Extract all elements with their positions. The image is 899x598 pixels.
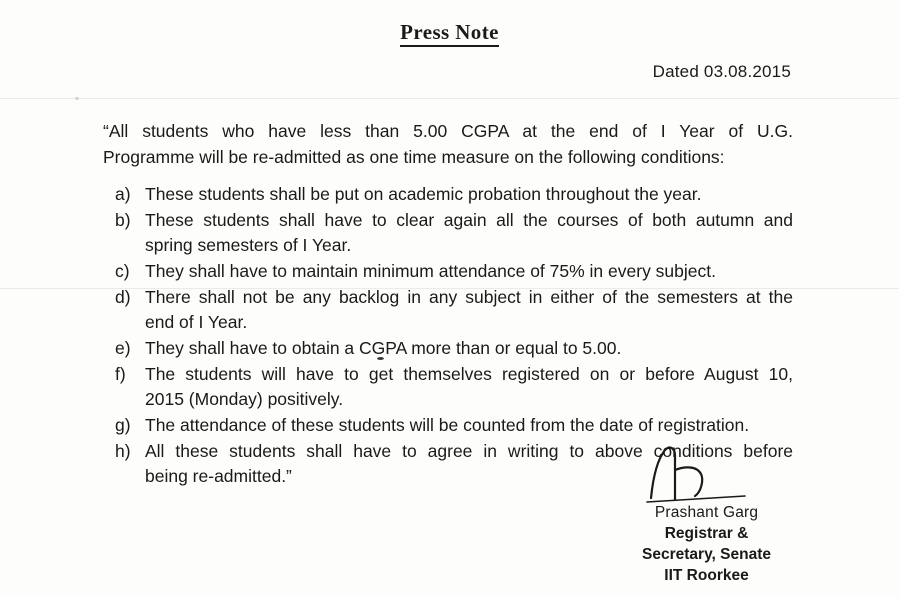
- intro-paragraph: [103, 118, 793, 170]
- clause-line: 2015 (Monday) positively.: [145, 389, 344, 409]
- clause-line: These students shall be put on academic probation throughout the year.: [145, 184, 702, 204]
- clause-body: [145, 259, 793, 284]
- clause-item: [115, 362, 793, 412]
- clause-item: [115, 259, 793, 284]
- clause-marker: b): [115, 210, 131, 230]
- clause-marker: c): [115, 261, 130, 281]
- clause-line: They shall have to maintain minimum attendance of 75% in every subject.: [145, 261, 716, 281]
- clause-body: [145, 413, 793, 438]
- clause-item: [115, 182, 793, 207]
- clause-item: [115, 413, 793, 438]
- clause-line: They shall have to obtain a CGPA more than or equal to 5.00.: [145, 338, 622, 358]
- clause-line: end of I Year.: [145, 312, 248, 332]
- clause-line: All these students shall have to agree in writing to above conditions before: [145, 441, 793, 461]
- signatory-name: Prashant Garg: [654, 504, 759, 521]
- clause-marker: d): [115, 287, 131, 307]
- clause-line: The students will have to get themselves registered on or before August 10,: [145, 364, 793, 384]
- signatory-role-line-2: Secretary, Senate: [642, 546, 771, 563]
- signatory-organization: IIT Roorkee: [664, 567, 749, 584]
- signature-block: [642, 502, 771, 586]
- clause-body: [145, 336, 793, 361]
- clause-line: spring semesters of I Year.: [145, 235, 352, 255]
- clause-body: [145, 362, 793, 412]
- handwritten-signature-icon: [639, 444, 749, 506]
- scan-artifact-line: [0, 98, 899, 99]
- clause-marker: h): [115, 441, 131, 461]
- page-title-text: Press Note: [400, 20, 499, 47]
- document-date: Dated 03.08.2015: [652, 62, 791, 81]
- clause-marker: g): [115, 415, 131, 435]
- clause-line: These students shall have to clear again all the courses of both autumn and: [145, 210, 793, 230]
- clause-item: [115, 285, 793, 335]
- page-title: [0, 20, 899, 45]
- clause-line: There shall not be any backlog in any subject in either of the semesters at the: [145, 287, 793, 307]
- scan-artifact-speck: [75, 97, 79, 100]
- clause-item: [115, 208, 793, 258]
- signatory-role-line-1: Registrar &: [664, 525, 749, 542]
- clause-body: [145, 182, 793, 207]
- intro-line: Programme will be re-admitted as one time measure on the following conditions:: [103, 147, 725, 167]
- intro-line: “All students who have less than 5.00 CGPA at the end of I Year of U.G.: [103, 121, 793, 141]
- clause-marker: f): [115, 364, 126, 384]
- clause-line: being re-admitted.”: [145, 466, 292, 486]
- clause-item: [115, 336, 793, 361]
- clause-line: The attendance of these students will be counted from the date of registration.: [145, 415, 750, 435]
- clause-marker: a): [115, 184, 131, 204]
- clause-body: [145, 208, 793, 258]
- clause-body: [145, 285, 793, 335]
- clause-marker: e): [115, 338, 131, 358]
